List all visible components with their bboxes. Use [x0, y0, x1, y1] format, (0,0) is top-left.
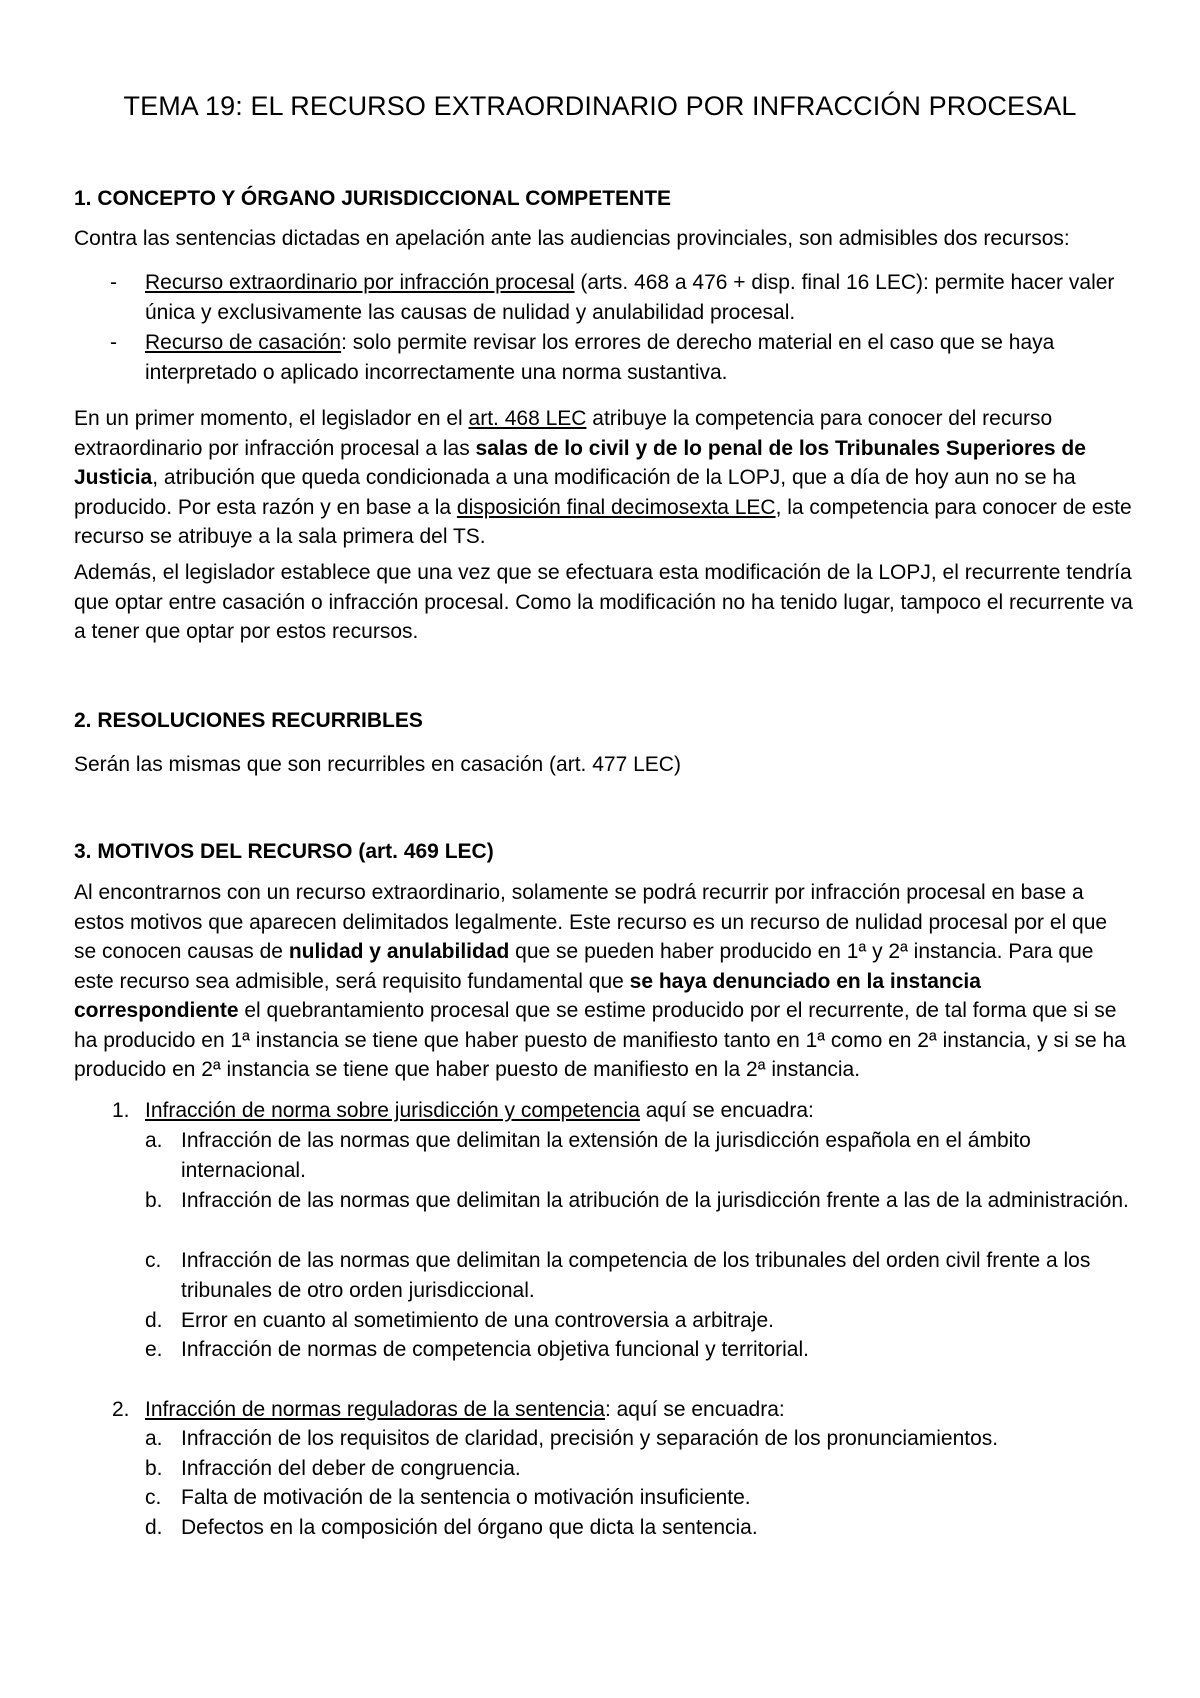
list-item-text: (arts. 468 a 476 + disp. final 16 LEC): permite hacer valer única y exclusivamente las causas de nulidad y anulabilidad procesal.	[145, 271, 1115, 324]
text-run: que se pueden haber producido en 1ª y 2ª instancia. Para que este recurso sea admisible, será requisito fundamental que	[74, 940, 1094, 993]
sublist-item: Infracción de normas de competencia objetiva funcional y territorial.	[181, 1338, 809, 1361]
sublist-item: Infracción de las normas que delimitan la atribución de la jurisdicción frente a las de la administración.	[181, 1189, 1129, 1212]
sublist-letter: d.	[145, 1516, 163, 1539]
list-number: 2.	[112, 1398, 130, 1421]
bold-text: nulidad y anulabilidad	[288, 940, 510, 963]
list-item-term: Infracción de norma sobre jurisdicción y competencia	[145, 1099, 640, 1122]
sublist-item: Falta de motivación de la sentencia o motivación insuficiente.	[181, 1486, 751, 1509]
sublist-letter: c.	[145, 1486, 162, 1509]
text-run: En un primer momento, el legislador en el	[74, 407, 469, 430]
text-run: Al encontrarnos con un recurso extraordinario, solamente se podrá recurrir por infracción procesal en base a estos motivos que aparecen delimitados legalmente. Este recurso es un recurso de nulidad procesal por el que se conocen causas de	[74, 881, 1108, 963]
section-2-text: Serán las mismas que son recurribles en casación (art. 477 LEC)	[74, 753, 681, 776]
list-item-text: aquí se encuadra:	[639, 1099, 814, 1122]
list-item-text: : solo permite revisar los errores de derecho material en el caso que se haya interpretado o aplicado incorrectamente una norma sustantiva.	[145, 331, 1055, 384]
sublist-item: Infracción de las normas que delimitan la extensión de la jurisdicción española en el ámbito internacional.	[181, 1129, 1031, 1182]
sublist-letter: b.	[145, 1457, 163, 1480]
bullet-marker: -	[110, 331, 117, 354]
bold-text: se haya denunciado en la instancia correspondiente	[74, 969, 981, 1022]
section-3-paragraph	[74, 878, 1134, 1085]
sublist-letter: d.	[145, 1309, 163, 1332]
document-title: TEMA 19: EL RECURSO EXTRAORDINARIO POR INFRACCIÓN PROCESAL	[123, 91, 1077, 121]
section-1-paragraph-1	[74, 404, 1134, 552]
sublist-letter: b.	[145, 1189, 163, 1212]
section-1-intro: Contra las sentencias dictadas en apelación ante las audiencias provinciales, son admisibles dos recursos:	[74, 227, 1070, 250]
sublist-item: Infracción de los requisitos de claridad, precisión y separación de los pronunciamientos.	[181, 1427, 999, 1450]
sublist-letter: a.	[145, 1427, 163, 1450]
text-run: , atribución que queda condicionada a una modificación de la LOPJ, que a día de hoy aun no se ha producido. Por esta razón y en base a la	[74, 466, 1076, 519]
section-2-heading: 2. RESOLUCIONES RECURRIBLES	[74, 709, 423, 732]
list-item-term: Recurso extraordinario por infracción procesal	[145, 271, 575, 294]
list-item	[145, 328, 1125, 387]
numbered-item	[145, 1096, 1125, 1126]
sublist-item: Infracción de las normas que delimitan la competencia de los tribunales del orden civil frente a los tribunales de otro orden jurisdiccional.	[181, 1249, 1091, 1302]
list-number: 1.	[112, 1099, 130, 1122]
underlined-reference: disposición final decimosexta LEC	[456, 495, 776, 519]
underlined-reference: art. 468 LEC	[468, 407, 587, 430]
sublist-letter: c.	[145, 1249, 162, 1272]
sublist-letter: a.	[145, 1129, 163, 1152]
sublist-item: Defectos en la composición del órgano que dicta la sentencia.	[181, 1516, 758, 1539]
section-3-heading: 3. MOTIVOS DEL RECURSO (art. 469 LEC)	[74, 840, 494, 863]
text-run: atribuye la competencia para conocer del recurso extraordinario por infracción procesal a las	[74, 407, 1053, 460]
numbered-item	[145, 1395, 1125, 1425]
section-1-heading: 1. CONCEPTO Y ÓRGANO JURISDICCIONAL COMPETENTE	[74, 187, 672, 210]
list-item	[145, 268, 1125, 327]
bold-text: salas de lo civil y de lo penal de los Tribunales Superiores de Justicia	[74, 436, 1086, 489]
text-run: , la competencia para conocer de este recurso se atribuye a la sala primera del TS.	[74, 495, 1132, 548]
list-item-text: : aquí se encuadra:	[604, 1398, 785, 1421]
list-item-term: Recurso de casación	[145, 331, 342, 354]
text-run: el quebrantamiento procesal que se estime producido por el recurrente, de tal forma que si se ha producido en 1ª instancia se tiene que haber puesto de manifiesto tanto en 1ª como en 2ª instancia, y si se ha producido en 2ª instancia se tiene que haber puesto de manifiesto en la 2ª instancia.	[74, 999, 1126, 1081]
sublist-item: Infracción del deber de congruencia.	[181, 1457, 521, 1480]
sublist-letter: e.	[145, 1338, 163, 1361]
sublist-item: Error en cuanto al sometimiento de una controversia a arbitraje.	[181, 1309, 774, 1332]
section-1-paragraph-2: Además, el legislador establece que una vez que se efectuara esta modificación de la LOPJ, el recurrente tendría que optar entre casación o infracción procesal. Como la modificación no ha tenido lugar, tampoco el recurrente va a tener que optar por estos recursos.	[74, 561, 1133, 643]
list-item-term: Infracción de normas reguladoras de la sentencia	[145, 1398, 605, 1421]
bullet-marker: -	[110, 271, 117, 294]
